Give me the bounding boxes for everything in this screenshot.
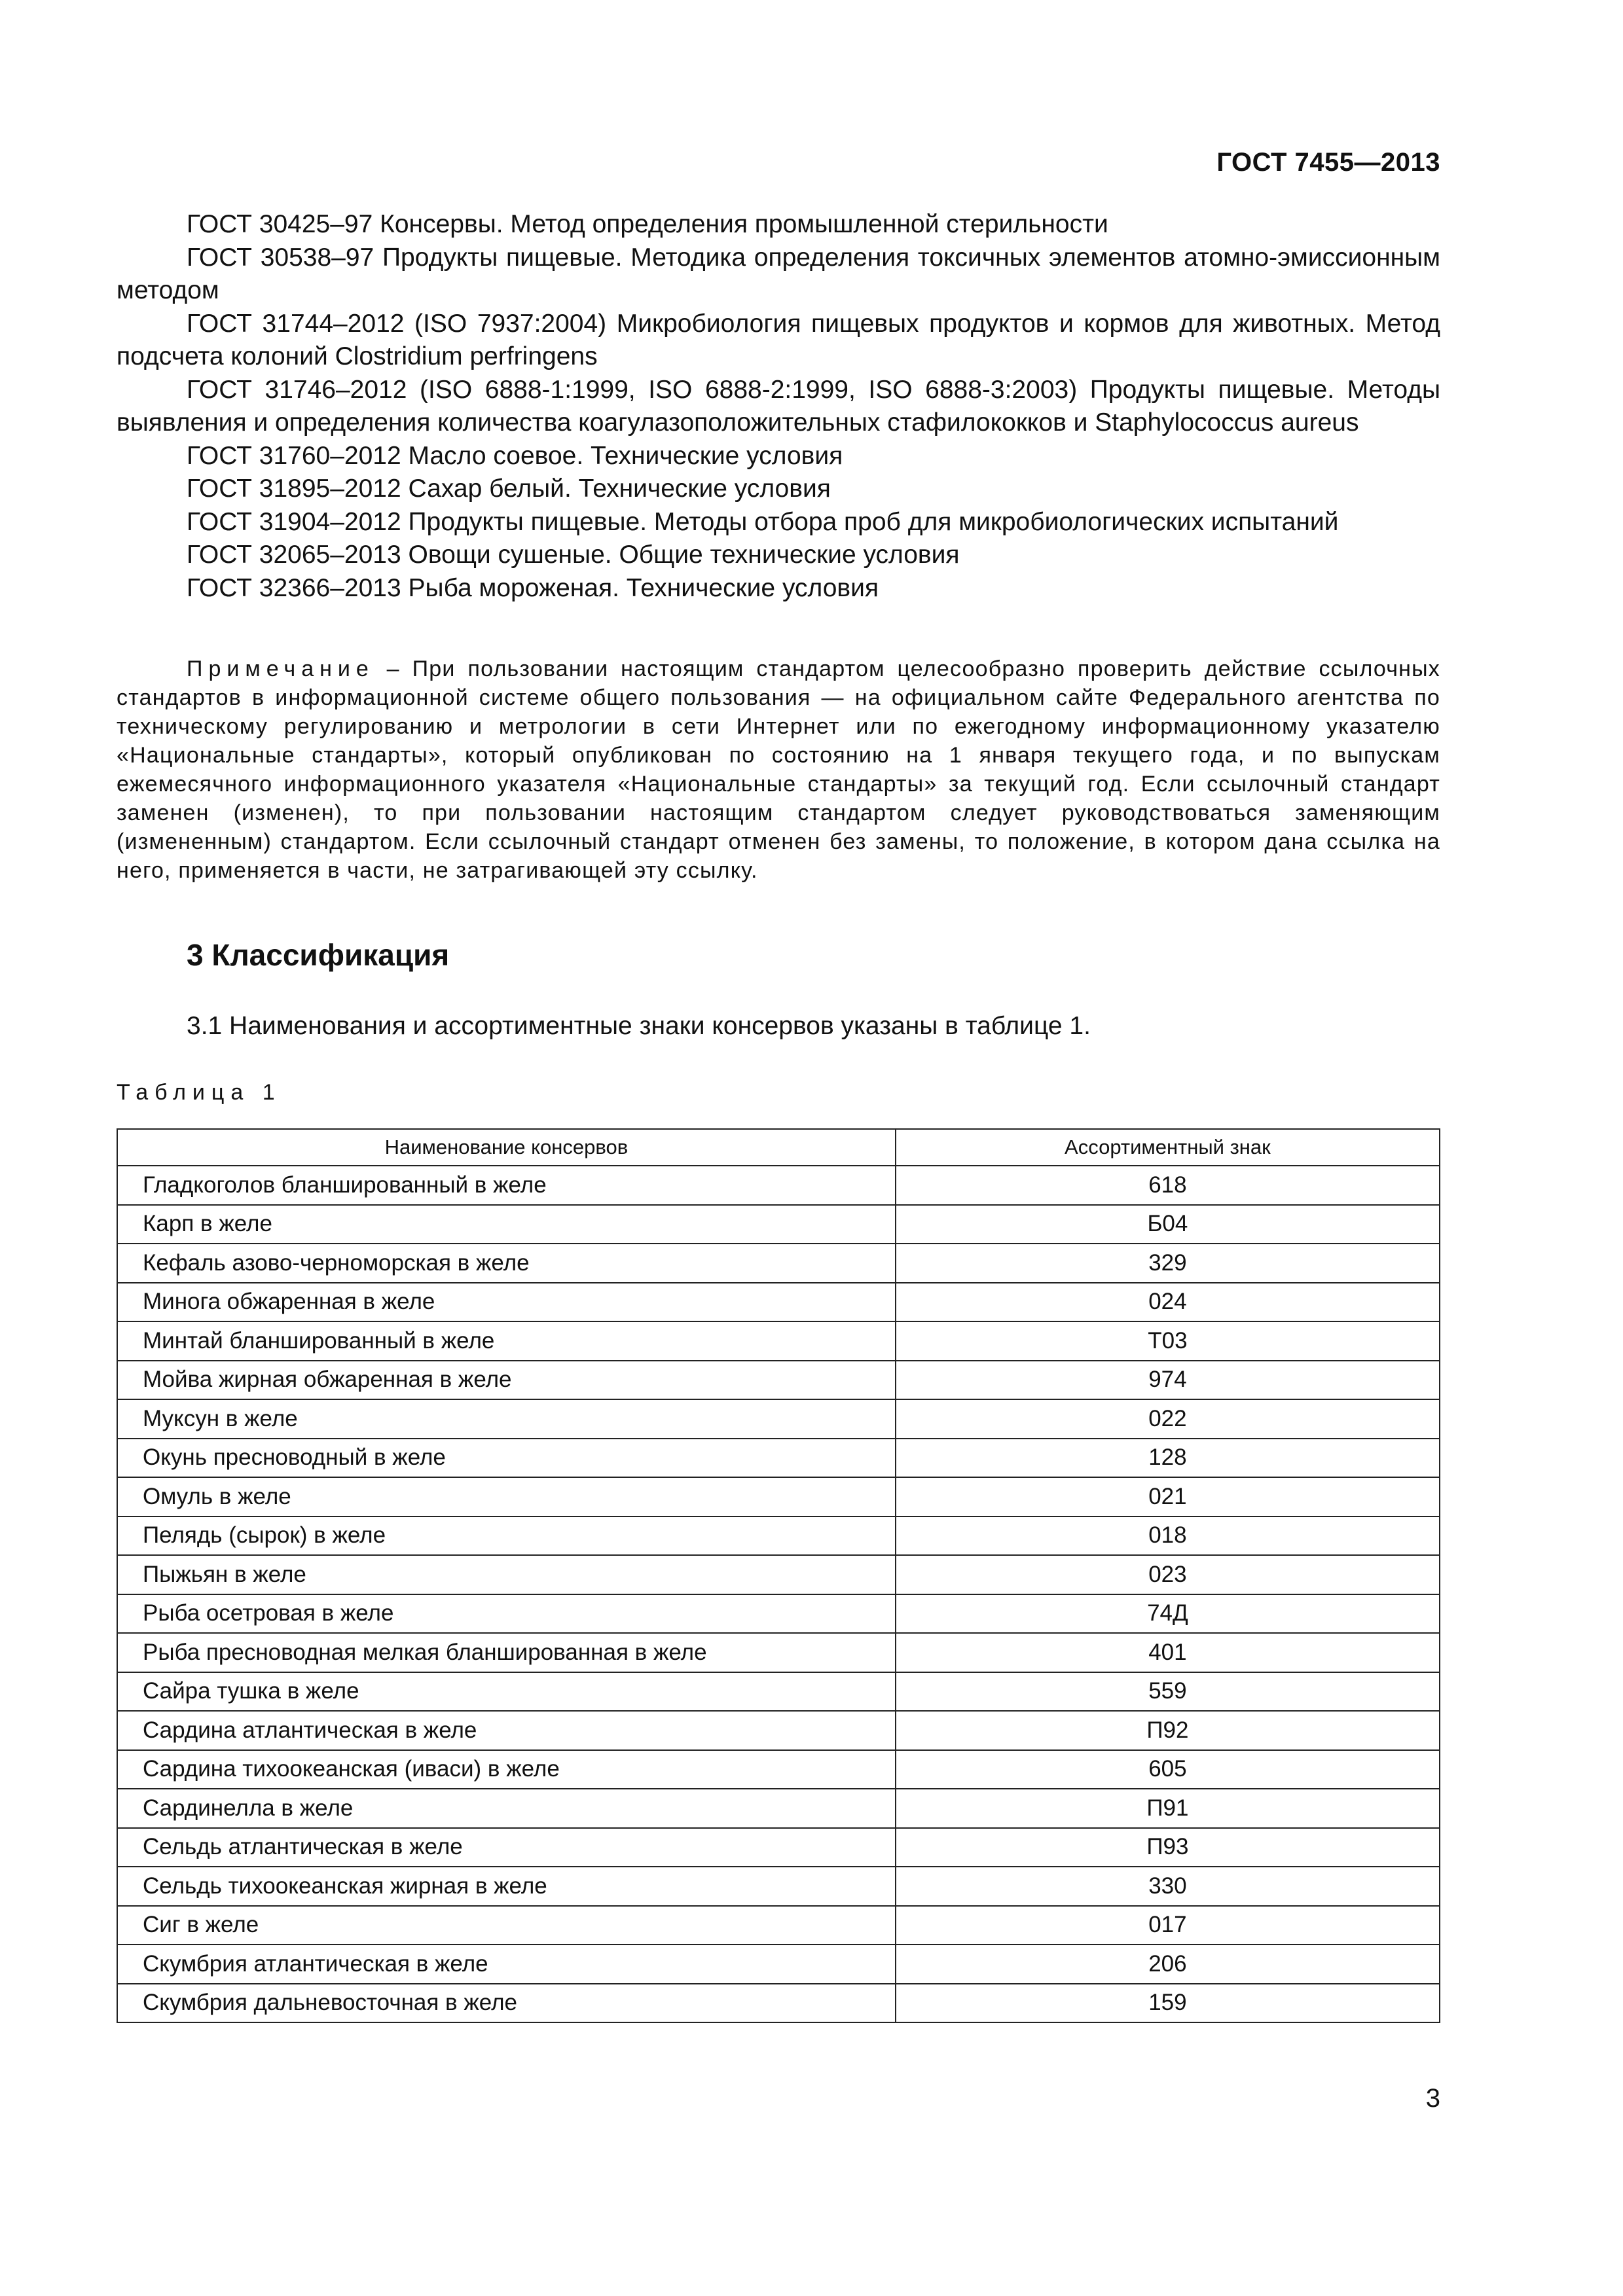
cell-product-name: Окунь пресноводный в желе [117,1439,896,1478]
cell-product-name: Сельдь тихоокеанская жирная в желе [117,1867,896,1906]
table-row [117,1750,1440,1789]
table-row [117,1867,1440,1906]
cell-assortment-code: 605 [896,1750,1440,1789]
cell-product-name: Сардина тихоокеанская (иваси) в желе [117,1750,896,1789]
cell-assortment-code: 128 [896,1439,1440,1478]
cell-product-name: Пелядь (сырок) в желе [117,1516,896,1556]
reference-item: ГОСТ 31895–2012 Сахар белый. Технические условия [187,475,831,503]
table-row [117,1166,1440,1205]
table-row [117,1321,1440,1361]
cell-product-name: Рыба пресноводная мелкая бланшированная в желе [117,1633,896,1672]
normative-references-list [117,208,1440,605]
cell-assortment-code: 401 [896,1633,1440,1672]
cell-assortment-code: 021 [896,1477,1440,1516]
cell-product-name: Сайра тушка в желе [117,1672,896,1712]
table-row [117,1283,1440,1322]
cell-assortment-code: П93 [896,1828,1440,1867]
table-row [117,1439,1440,1478]
table-row [117,1399,1440,1439]
cell-assortment-code: 022 [896,1399,1440,1439]
cell-assortment-code: 329 [896,1244,1440,1283]
cell-assortment-code: 017 [896,1906,1440,1945]
cell-product-name: Пыжьян в желе [117,1555,896,1594]
table-row [117,1594,1440,1634]
note-paragraph [117,655,1440,885]
cell-product-name: Скумбрия дальневосточная в желе [117,1984,896,2023]
reference-item: ГОСТ 30538–97 Продукты пищевые. Методика определения токсичных элементов атомно-эмиссионным методом [117,243,1440,304]
cell-assortment-code: 018 [896,1516,1440,1556]
table-row [117,1205,1440,1244]
cell-product-name: Кефаль азово-черноморская в желе [117,1244,896,1283]
note-lead: Примечание [187,656,374,681]
cell-assortment-code: 330 [896,1867,1440,1906]
column-header-name: Наименование консервов [117,1129,896,1166]
cell-assortment-code: 159 [896,1984,1440,2023]
cell-product-name: Сардинелла в желе [117,1789,896,1828]
cell-product-name: Скумбрия атлантическая в желе [117,1945,896,1984]
table-row [117,1361,1440,1400]
reference-item: ГОСТ 31904–2012 Продукты пищевые. Методы отбора проб для микробиологических испытаний [187,507,1339,536]
table-row [117,1477,1440,1516]
column-header-code: Ассортиментный знак [896,1129,1440,1166]
table-header-row [117,1129,1440,1166]
cell-assortment-code: 74Д [896,1594,1440,1634]
table-row [117,1672,1440,1712]
cell-product-name: Сельдь атлантическая в желе [117,1828,896,1867]
cell-product-name: Сиг в желе [117,1906,896,1945]
cell-assortment-code: Т03 [896,1321,1440,1361]
page-number: 3 [1425,2084,1440,2113]
table-row [117,1789,1440,1828]
section-paragraph: 3.1 Наименования и ассортиментные знаки консервов указаны в таблице 1. [187,1012,1091,1040]
table-row [117,1828,1440,1867]
table-row [117,1516,1440,1556]
table-row [117,1633,1440,1672]
table-row [117,1555,1440,1594]
reference-item: ГОСТ 30425–97 Консервы. Метод определения промышленной стерильности [187,210,1108,238]
cell-product-name: Карп в желе [117,1205,896,1244]
reference-item: ГОСТ 31744–2012 (ISO 7937:2004) Микробиология пищевых продуктов и кормов для животных. Метод подсчета колоний Clostridium perfringens [117,309,1440,370]
cell-assortment-code: П92 [896,1711,1440,1750]
cell-assortment-code: Б04 [896,1205,1440,1244]
section-title: 3 Классификация [187,938,450,972]
cell-product-name: Сардина атлантическая в желе [117,1711,896,1750]
cell-assortment-code: 618 [896,1166,1440,1205]
reference-item: ГОСТ 32065–2013 Овощи сушеные. Общие технические условия [187,541,960,569]
cell-assortment-code: 206 [896,1945,1440,1984]
table-body [117,1166,1440,2022]
table-row [117,1244,1440,1283]
cell-assortment-code: П91 [896,1789,1440,1828]
cell-product-name: Мойва жирная обжаренная в желе [117,1361,896,1400]
cell-product-name: Гладкоголов бланшированный в желе [117,1166,896,1205]
cell-product-name: Рыба осетровая в желе [117,1594,896,1634]
table-caption: Таблица 1 [117,1080,282,1105]
table-row [117,1711,1440,1750]
cell-product-name: Минтай бланшированный в желе [117,1321,896,1361]
reference-item: ГОСТ 32366–2013 Рыба мороженая. Технические условия [187,573,879,602]
assortment-table [117,1128,1440,2023]
cell-assortment-code: 024 [896,1283,1440,1322]
cell-assortment-code: 974 [896,1361,1440,1400]
table-row [117,1984,1440,2023]
table-row [117,1945,1440,1984]
cell-product-name: Минога обжаренная в желе [117,1283,896,1322]
reference-item: ГОСТ 31760–2012 Масло соевое. Технические условия [187,441,843,470]
cell-product-name: Муксун в желе [117,1399,896,1439]
cell-assortment-code: 559 [896,1672,1440,1712]
document-id-header: ГОСТ 7455—2013 [1216,148,1440,177]
note-text: – При пользовании настоящим стандартом целесообразно проверить действие ссылочных стандартов в информационной системе общего пользования — на официальном сайте Федерального агентства по техническому регулированию и метрологии в сети Интернет или по ежегодному информационному указателю «Национальные стандарты», который опубликован по состоянию на 1 января текущего года, и по выпускам ежемесячного информационного указателя «Национальные стандарты» за текущий год. Если ссылочный стандарт заменен (изменен), то при пользовании настоящим стандартом следует руководствоваться заменяющим (измененным) стандартом. Если ссылочный стандарт отменен без замены, то положение, в котором дана ссылка на него, применяется в части, не затрагивающей эту ссылку. [117,656,1440,883]
cell-product-name: Омуль в желе [117,1477,896,1516]
cell-assortment-code: 023 [896,1555,1440,1594]
reference-item: ГОСТ 31746–2012 (ISO 6888-1:1999, ISO 6888-2:1999, ISO 6888-3:2003) Продукты пищевые. Методы выявления и определения количества коагулазоположительных стафилококков и Staphylococcus aureus [117,375,1440,437]
table-row [117,1906,1440,1945]
